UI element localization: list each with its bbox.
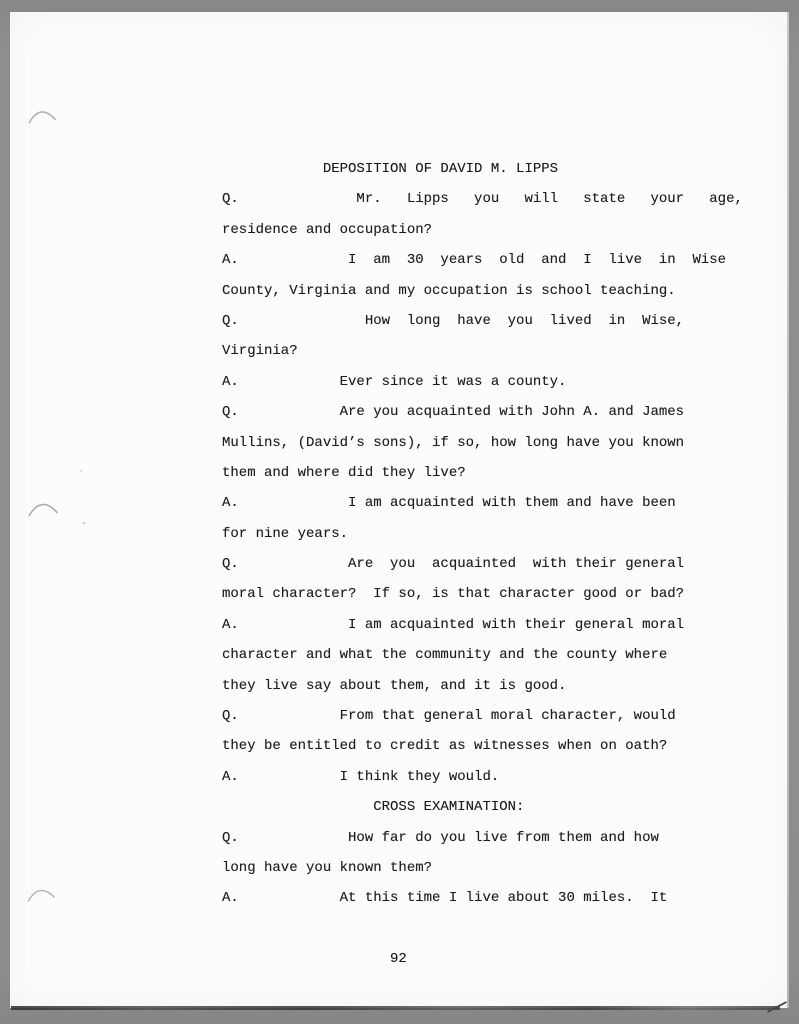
qa-line: moral character? If so, is that character good or bad?: [222, 586, 685, 603]
qa-line: Mullins, (David’s sons), if so, how long have you known: [222, 434, 685, 451]
qa-line: Q. How far do you live from them and how: [222, 829, 659, 846]
deposition-title: DEPOSITION OF DAVID M. LIPPS: [222, 161, 559, 177]
hole-punch-mark-icon: [24, 885, 57, 904]
scanned-page: [10, 12, 788, 1008]
qa-line: Q. From that general moral character, would: [222, 708, 676, 725]
qa-line: residence and occupation?: [222, 221, 433, 238]
qa-line: Q. How long have you lived in Wise,: [222, 312, 685, 329]
paper-speck: [83, 522, 85, 524]
qa-line: A. I am acquainted with them and have been: [222, 495, 676, 512]
qa-line: A. I am acquainted with their general moral: [222, 616, 685, 633]
qa-line: County, Virginia and my occupation is school teaching.: [222, 282, 676, 299]
qa-line: for nine years.: [222, 525, 349, 542]
page-edge: [787, 12, 789, 1008]
qa-line: they be entitled to credit as witnesses when on oath?: [222, 738, 668, 755]
blank-line: [222, 914, 762, 944]
qa-line: A. Ever since it was a county.: [222, 373, 567, 390]
qa-line: A. I think they would.: [222, 768, 500, 785]
qa-line: Q. Mr. Lipps you will state your age,: [222, 191, 743, 208]
qa-line: A. At this time I live about 30 miles. It: [222, 890, 668, 907]
qa-line: A. I am 30 years old and I live in Wise: [222, 252, 727, 269]
qa-line: Q. Are you acquainted with John A. and James: [222, 404, 685, 421]
hole-punch-mark-icon: [26, 499, 61, 518]
qa-line: long have you known them?: [222, 859, 433, 876]
qa-line: Virginia?: [222, 343, 298, 360]
hole-punch-mark-icon: [26, 107, 59, 126]
section-heading: CROSS EXAMINATION:: [222, 799, 525, 816]
qa-line: they live say about them, and it is good.: [222, 677, 567, 694]
qa-line: them and where did they live?: [222, 464, 466, 481]
page-bottom-shadow: [11, 1006, 780, 1010]
qa-line: character and what the community and the county where: [222, 647, 668, 664]
paper-speck: [80, 470, 82, 472]
page-number: 92: [222, 951, 407, 968]
qa-line: Q. Are you acquainted with their general: [222, 556, 685, 573]
deposition-text-block: [222, 154, 762, 975]
